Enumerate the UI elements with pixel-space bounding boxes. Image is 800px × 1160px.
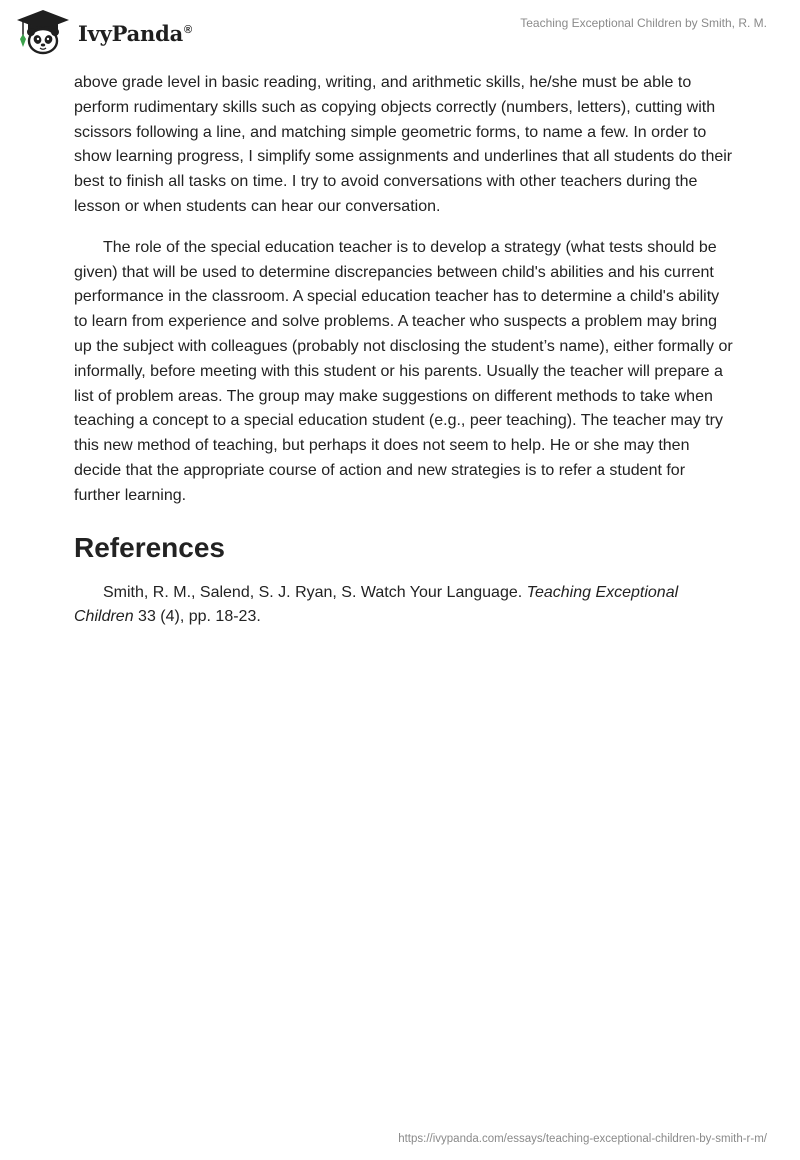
brand-name xyxy=(78,21,192,46)
reference-journal: Teaching Exceptional Children xyxy=(74,583,679,626)
reference-details: 33 (4), pp. 18-23. xyxy=(138,608,261,626)
body-paragraph-2: The role of the special education teacher is to develop a strategy (what tests should be given) that will be used to determine discrepancies between child's abilities and his current performance in the classroom. A special education teacher has to determine a child's ability to learn from experience and solve problems. A teacher who suspects a problem may bring up the subject with colleagues (probably not disclosing the student’s name), either formally or informally, before meeting with this student or his parents. Usually the teacher will prepare a list of problem areas. The group may make suggestions on different methods to take when teaching a concept to a special education student (e.g., peer teaching). The teacher may try this new method of teaching, but perhaps it does not seem to help. He or she may then decide that the appropriate course of action and new strategies is to refer a student for further learning. xyxy=(74,238,733,504)
registered-mark: ® xyxy=(184,23,192,36)
page-header xyxy=(0,0,800,60)
body-paragraph-1: above grade level in basic reading, writing, and arithmetic skills, he/she must be able to perform rudimentary skills such as copying objects correctly (numbers, letters), cutting with scissors following a line, and matching simple geometric forms, to name a few. In order to show learning progress, I simplify some assignments and underlines that all students do their best to finish all tasks on time. I try to avoid conversations with other teachers during the lesson or when students can hear our conversation. xyxy=(74,74,733,215)
document-title: Teaching Exceptional Children by Smith, R. M. xyxy=(520,16,767,30)
paragraph-spacer xyxy=(74,220,734,236)
brand-logo[interactable] xyxy=(14,9,192,55)
reference-authors-title: Smith, R. M., Salend, S. J. Ryan, S. Watch Your Language. xyxy=(103,583,523,601)
essay-body xyxy=(74,71,734,630)
reference-entry xyxy=(74,581,734,631)
references-heading: References xyxy=(74,531,225,563)
panda-graduation-cap-icon xyxy=(14,9,72,55)
brand-name-text: IvyPanda xyxy=(78,20,184,46)
footer-source-link[interactable]: https://ivypanda.com/essays/teaching-exceptional-children-by-smith-r-m/ xyxy=(398,1133,767,1145)
